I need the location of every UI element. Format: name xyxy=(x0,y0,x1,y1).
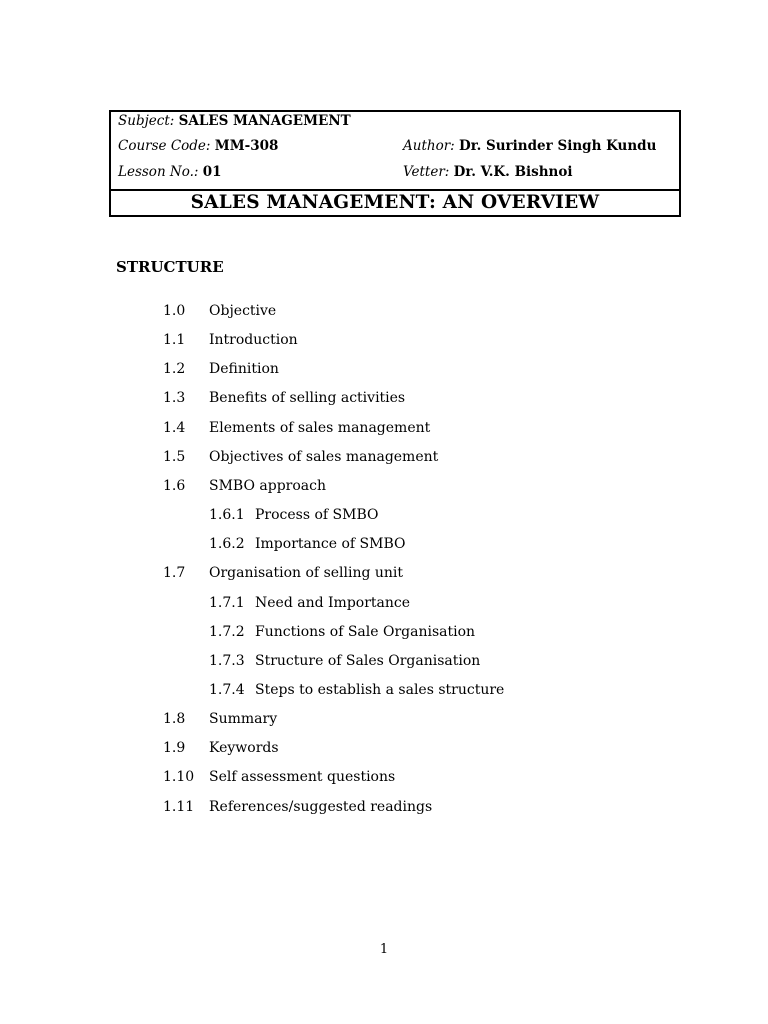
toc-item xyxy=(209,595,629,615)
toc-item-text: Benefits of selling activities xyxy=(209,390,406,406)
toc-item-number: 1.10 xyxy=(163,769,195,785)
toc-item-number: 1.1 xyxy=(163,332,186,348)
page-number: 1 xyxy=(379,942,389,957)
toc-item xyxy=(163,711,583,731)
toc-item xyxy=(209,507,629,527)
lesson-line xyxy=(118,164,222,180)
toc-item xyxy=(209,682,629,702)
lesson-value: 01 xyxy=(202,164,222,180)
toc-item-text: Importance of SMBO xyxy=(255,536,406,552)
author-line xyxy=(403,138,656,154)
toc-item xyxy=(163,303,583,323)
toc-item-number: 1.7.1 xyxy=(209,595,245,611)
toc-item xyxy=(163,361,583,381)
toc-item xyxy=(209,536,629,556)
toc-item-text: Process of SMBO xyxy=(255,507,379,523)
vetter-line xyxy=(403,164,572,180)
subject-label: Subject: xyxy=(118,113,175,129)
document-header-box xyxy=(109,110,681,217)
subject-value: SALES MANAGEMENT xyxy=(178,113,351,129)
toc-item-number: 1.7.2 xyxy=(209,624,245,640)
toc-item-text: Self assessment questions xyxy=(209,769,396,785)
course-code-label: Course Code: xyxy=(118,138,211,154)
toc-item-text: Introduction xyxy=(209,332,298,348)
author-value: Dr. Surinder Singh Kundu xyxy=(459,138,657,154)
toc-item xyxy=(163,390,583,410)
toc-item-number: 1.8 xyxy=(163,711,186,727)
toc-item-number: 1.7.4 xyxy=(209,682,245,698)
toc-item-number: 1.11 xyxy=(163,799,195,815)
toc-item xyxy=(209,653,629,673)
toc-item-text: Functions of Sale Organisation xyxy=(255,624,476,640)
toc-item-text: SMBO approach xyxy=(209,478,326,494)
toc-item-text: Definition xyxy=(209,361,279,377)
toc-item-text: Objective xyxy=(209,303,277,319)
toc-item xyxy=(163,740,583,760)
toc-item xyxy=(209,624,629,644)
toc-item-number: 1.5 xyxy=(163,449,186,465)
toc-item-text: Need and Importance xyxy=(255,595,411,611)
toc-item-number: 1.6.1 xyxy=(209,507,245,523)
vetter-value: Dr. V.K. Bishnoi xyxy=(453,164,573,180)
toc-item-text: Elements of sales management xyxy=(209,420,431,436)
toc-item-number: 1.9 xyxy=(163,740,186,756)
document-title: SALES MANAGEMENT: AN OVERVIEW xyxy=(190,192,600,213)
toc-item-text: Steps to establish a sales structure xyxy=(255,682,505,698)
structure-heading: STRUCTURE xyxy=(116,258,224,276)
lesson-label: Lesson No.: xyxy=(118,164,199,180)
toc-item-number: 1.7.3 xyxy=(209,653,245,669)
toc-item xyxy=(163,565,583,585)
toc-item-number: 1.2 xyxy=(163,361,186,377)
toc-item-number: 1.6 xyxy=(163,478,186,494)
vetter-label: Vetter: xyxy=(403,164,450,180)
author-label: Author: xyxy=(403,138,455,154)
toc-item-text: Objectives of sales management xyxy=(209,449,439,465)
course-code-line xyxy=(118,138,278,154)
toc-item-text: Summary xyxy=(209,711,278,727)
title-divider xyxy=(111,189,679,191)
toc-item-text: Organisation of selling unit xyxy=(209,565,404,581)
toc-item-text: References/suggested readings xyxy=(209,799,433,815)
toc-item xyxy=(163,478,583,498)
subject-line xyxy=(118,113,351,129)
toc-item-text: Structure of Sales Organisation xyxy=(255,653,481,669)
toc-item xyxy=(163,332,583,352)
toc-item-number: 1.6.2 xyxy=(209,536,245,552)
toc-item xyxy=(163,799,583,819)
course-code-value: MM-308 xyxy=(214,138,279,154)
toc-item-text: Keywords xyxy=(209,740,279,756)
toc-item xyxy=(163,449,583,469)
toc-item-number: 1.7 xyxy=(163,565,186,581)
toc-item xyxy=(163,420,583,440)
toc-item xyxy=(163,769,583,789)
toc-item-number: 1.3 xyxy=(163,390,186,406)
toc-item-number: 1.0 xyxy=(163,303,186,319)
toc-item-number: 1.4 xyxy=(163,420,186,436)
